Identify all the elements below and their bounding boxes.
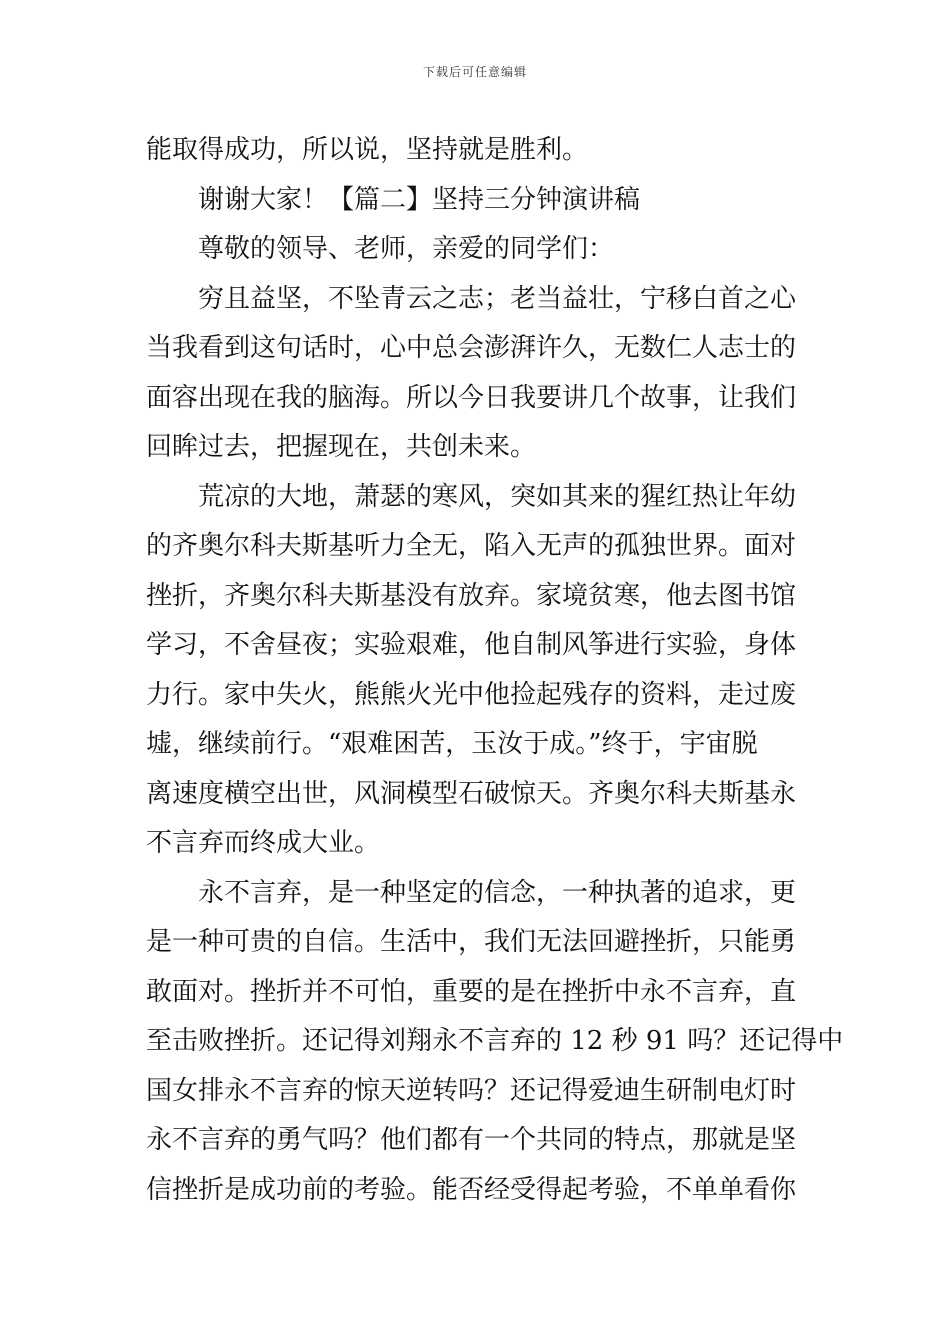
page-header: 下载后可任意编辑 bbox=[422, 65, 527, 79]
text-line: 尊敬的领导、老师，亲爱的同学们： bbox=[198, 234, 615, 264]
text-line: 永不言弃的勇气吗？他们都有一个共同的特点，那就是坚 bbox=[146, 1125, 797, 1155]
text-line: 回眸过去，把握现在，共创未来。 bbox=[146, 432, 537, 462]
text-line: 力行。家中失火，熊熊火光中他捡起残存的资料，走过废 bbox=[146, 679, 797, 710]
text-line: 是一种可贵的自信。生活中，我们无法回避挫折，只能勇 bbox=[146, 927, 797, 957]
text-line: 挫折，齐奥尔科夫斯基没有放弃。家境贫寒，他去图书馆 bbox=[146, 580, 797, 611]
text-line: 学习，不舍昼夜；实验艰难，他自制风筝进行实验，身体 bbox=[146, 630, 797, 660]
text-line: 当我看到这句话时，心中总会澎湃许久，无数仁人志士的 bbox=[146, 333, 797, 363]
text-line: 穷且益坚，不坠青云之志；老当益壮，宁移白首之心 bbox=[198, 283, 797, 314]
text-line: 永不言弃，是一种坚定的信念，一种执著的追求，更 bbox=[198, 877, 797, 908]
text-line: 荒凉的大地，萧瑟的寒风，突如其来的猩红热让年幼 bbox=[198, 481, 797, 512]
text-line: 至击败挫折。还记得刘翔永不言弃的 12 秒 91 吗？还记得中 bbox=[146, 1026, 844, 1056]
text-line: 墟，继续前行。“艰难困苦，玉汝于成。”终于，宇宙脱 bbox=[146, 729, 758, 759]
text-line: 敢面对。挫折并不可怕，重要的是在挫折中永不言弃，直 bbox=[146, 976, 797, 1007]
document-body bbox=[146, 126, 844, 1215]
text-line: 的齐奥尔科夫斯基听力全无，陷入无声的孤独世界。面对 bbox=[146, 531, 797, 561]
text-line: 谢谢大家！【篇二】坚持三分钟演讲稿 bbox=[198, 184, 641, 215]
text-line: 不言弃而终成大业。 bbox=[146, 828, 381, 858]
text-line: 国女排永不言弃的惊天逆转吗？还记得爱迪生研制电灯时 bbox=[146, 1075, 797, 1106]
text-line: 信挫折是成功前的考验。能否经受得起考验，不单单看你 bbox=[146, 1174, 797, 1205]
text-line: 离速度横空出世，风洞模型石破惊天。齐奥尔科夫斯基永 bbox=[146, 778, 797, 809]
text-line: 面容出现在我的脑海。所以今日我要讲几个故事，让我们 bbox=[146, 382, 797, 413]
text-line: 能取得成功，所以说，坚持就是胜利。 bbox=[146, 135, 589, 165]
